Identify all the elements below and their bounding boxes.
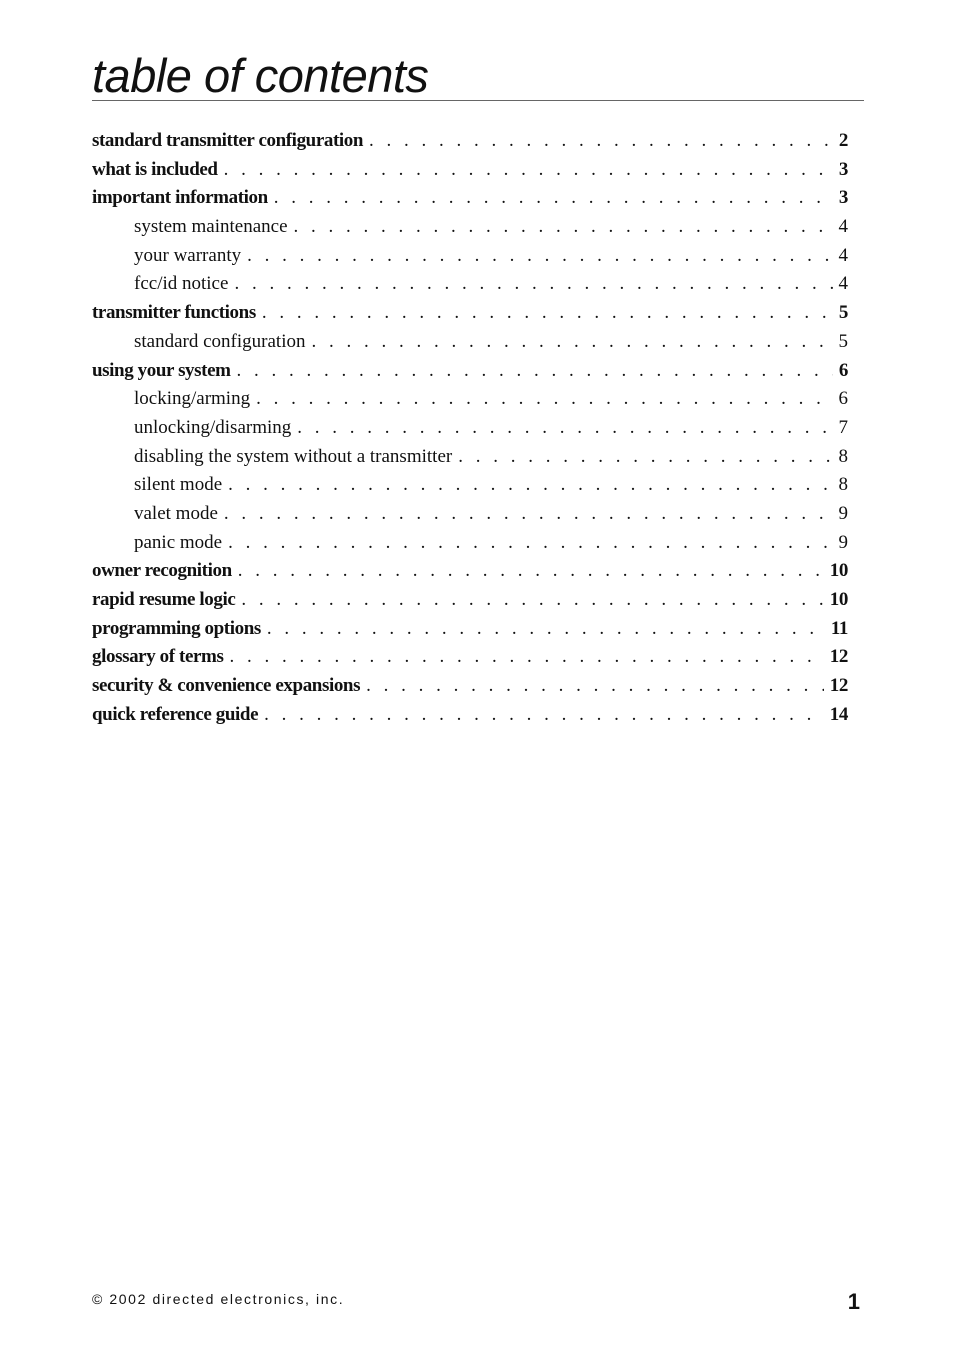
toc-dot-leader (297, 417, 832, 439)
toc-entry-page: 6 (838, 359, 848, 381)
toc-entry-page: 10 (829, 560, 848, 582)
toc-dot-leader (228, 532, 832, 554)
toc-entry-label: unlocking/disarming (134, 416, 292, 438)
toc-entry-page: 6 (838, 388, 848, 410)
toc-entry-label: glossary of terms (92, 646, 224, 668)
toc-dot-leader (366, 675, 824, 697)
toc-dot-leader (264, 704, 824, 726)
toc-entry[interactable] (92, 245, 848, 274)
toc-entry-label: your warranty (134, 244, 242, 266)
toc-entry-label: locking/arming (134, 388, 251, 410)
toc-entry-label: valet mode (134, 502, 218, 524)
copyright-notice: © 2002 directed electronics, inc. (92, 1291, 345, 1307)
toc-entry-label: disabling the system without a transmitter (134, 445, 453, 467)
toc-entry-page: 12 (829, 646, 848, 668)
toc-dot-leader (229, 646, 823, 668)
toc-entry[interactable] (92, 618, 848, 647)
toc-entry-page: 12 (829, 675, 848, 697)
toc-dot-leader (267, 618, 825, 640)
toc-entry-label: silent mode (134, 474, 223, 496)
toc-entry-page: 5 (838, 302, 848, 324)
toc-entry-page: 8 (838, 445, 848, 467)
toc-entry-label: programming options (92, 617, 261, 639)
toc-entry-page: 11 (830, 617, 848, 639)
toc-entry-label: security & convenience expansions (92, 675, 361, 697)
toc-entry[interactable] (92, 159, 848, 188)
toc-entry[interactable] (92, 388, 848, 417)
title-rule (92, 100, 864, 101)
toc-entry[interactable] (92, 273, 848, 302)
toc-dot-leader (228, 474, 832, 496)
toc-entry[interactable] (92, 589, 848, 618)
toc-entry-page: 10 (829, 589, 848, 610)
table-of-contents (92, 130, 848, 732)
toc-dot-leader (294, 216, 833, 238)
toc-entry[interactable] (92, 675, 848, 704)
toc-entry[interactable] (92, 646, 848, 675)
toc-entry-page: 9 (838, 502, 848, 524)
toc-entry[interactable] (92, 187, 848, 216)
toc-entry-page: 14 (829, 703, 848, 725)
toc-dot-leader (234, 273, 832, 295)
toc-entry[interactable] (92, 331, 848, 360)
toc-entry-page: 3 (838, 158, 848, 180)
toc-entry-label: fcc/id notice (134, 273, 229, 295)
toc-entry-label: standard configuration (134, 330, 306, 352)
toc-entry[interactable] (92, 446, 848, 475)
toc-entry[interactable] (92, 216, 848, 245)
toc-entry-page: 9 (838, 531, 848, 553)
toc-entry-page: 5 (838, 330, 848, 352)
toc-entry-label: important information (92, 187, 268, 209)
page-title: table of contents (92, 49, 429, 102)
toc-dot-leader (458, 446, 832, 468)
toc-entry[interactable] (92, 360, 848, 389)
toc-dot-leader (224, 159, 833, 181)
toc-dot-leader (311, 331, 832, 353)
toc-entry-label: system maintenance (134, 216, 288, 238)
toc-dot-leader (369, 130, 833, 152)
toc-dot-leader (247, 245, 832, 267)
toc-dot-leader (238, 560, 824, 582)
toc-entry[interactable] (92, 704, 848, 733)
toc-entry-page: 3 (838, 187, 848, 209)
toc-dot-leader (237, 360, 833, 382)
toc-entry[interactable] (92, 417, 848, 446)
toc-entry-label: owner recognition (92, 560, 232, 582)
toc-entry-label: what is included (92, 158, 218, 180)
toc-entry-page: 2 (838, 130, 848, 151)
toc-entry[interactable] (92, 532, 848, 561)
toc-entry[interactable] (92, 302, 848, 331)
toc-entry-page: 4 (838, 273, 848, 295)
toc-dot-leader (224, 503, 833, 525)
toc-entry[interactable] (92, 130, 848, 159)
toc-dot-leader (274, 187, 833, 209)
toc-entry[interactable] (92, 560, 848, 589)
toc-entry-page: 7 (838, 416, 848, 438)
toc-entry[interactable] (92, 474, 848, 503)
toc-entry-page: 4 (838, 244, 848, 266)
toc-entry-label: standard transmitter configuration (92, 130, 364, 151)
toc-entry-page: 8 (838, 474, 848, 496)
toc-dot-leader (241, 589, 823, 611)
toc-entry-label: using your system (92, 359, 231, 381)
toc-entry-page: 4 (838, 216, 848, 238)
toc-dot-leader (262, 302, 833, 324)
page-number: 1 (847, 1289, 860, 1314)
toc-entry-label: transmitter functions (92, 302, 256, 324)
toc-entry[interactable] (92, 503, 848, 532)
toc-entry-label: quick reference guide (92, 703, 259, 725)
toc-dot-leader (256, 388, 832, 410)
toc-entry-label: rapid resume logic (92, 589, 236, 610)
toc-entry-label: panic mode (134, 531, 223, 553)
